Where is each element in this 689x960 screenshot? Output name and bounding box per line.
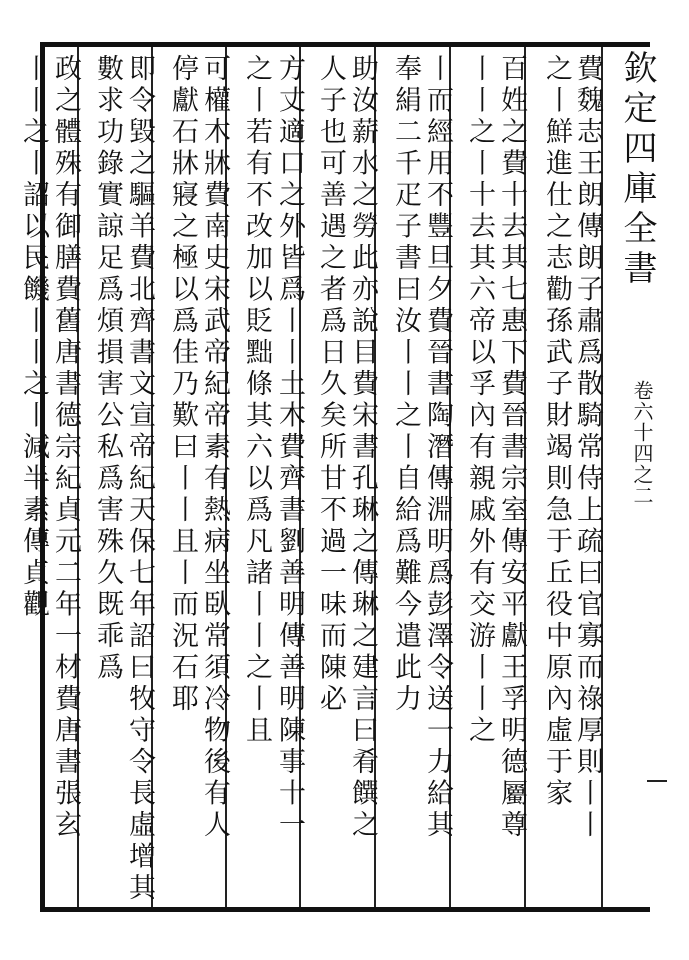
text-column: 奉絹二千疋子書曰汝丨丨之丨自給爲難今遣此力 (390, 54, 421, 716)
margin-marker (647, 780, 667, 782)
text-column: 停獻石牀寢之極以爲佳乃歎曰丨丨且丨而況石耶 (167, 54, 198, 716)
text-column: 費魏志王朗傳朗子肅爲散騎常侍上疏曰官寡而祿厚則丨丨 (572, 54, 603, 842)
text-column: 之丨若有不改加以貶黜條其六以爲凡諸丨丨之丨且 (241, 54, 272, 747)
text-column: 數求功錄實諒足爲煩損害公私爲害殊久既乖爲 (92, 54, 123, 684)
chapter-label: 卷六十四之二 (630, 380, 654, 506)
text-column: 可權木牀費南史宋武帝紀帝素有熱病坐臥常須冷物後有人 (199, 54, 230, 842)
text-column: 政之體殊有御膳費舊唐書德宗紀貞元二年一材費唐書張玄 (50, 54, 81, 842)
text-column: 丨丨之丨十去其六帝以孚內有親戚外有交游丨丨之 (464, 54, 495, 747)
text-column: 助汝薪水之勞此亦說目費宋書孔琳之傳琳之建言曰肴饌之 (347, 54, 378, 842)
book-title: 欽定四庫全書 (617, 50, 657, 290)
text-column: 即令毀之驅羊費北齊書文宣帝紀天保七年詔曰牧守令長虛增其 (124, 54, 155, 905)
text-column: 百姓之費十去其七惠下費晉書宗室傳安平獻王孚明德屬尊 (496, 54, 527, 842)
text-column: 方丈適口之外皆爲丨丨土木費齊書劉善明傳善明陳事十一 (274, 54, 305, 842)
text-column: 之丨鮮進仕之志勸孫武子財竭則急于丘役中原內虛于家 (541, 54, 572, 810)
text-column: 丨丨之丨詔以民饑丨丨之丨減半素傳貞觀 (18, 54, 49, 621)
text-column: 人子也可善遇之者爲日久矣所甘不過一味而陳必 (315, 54, 346, 716)
text-column: 丨而經用不豐旦夕費晉書陶潛傳淵明爲彭澤令送一力給其 (422, 54, 453, 842)
